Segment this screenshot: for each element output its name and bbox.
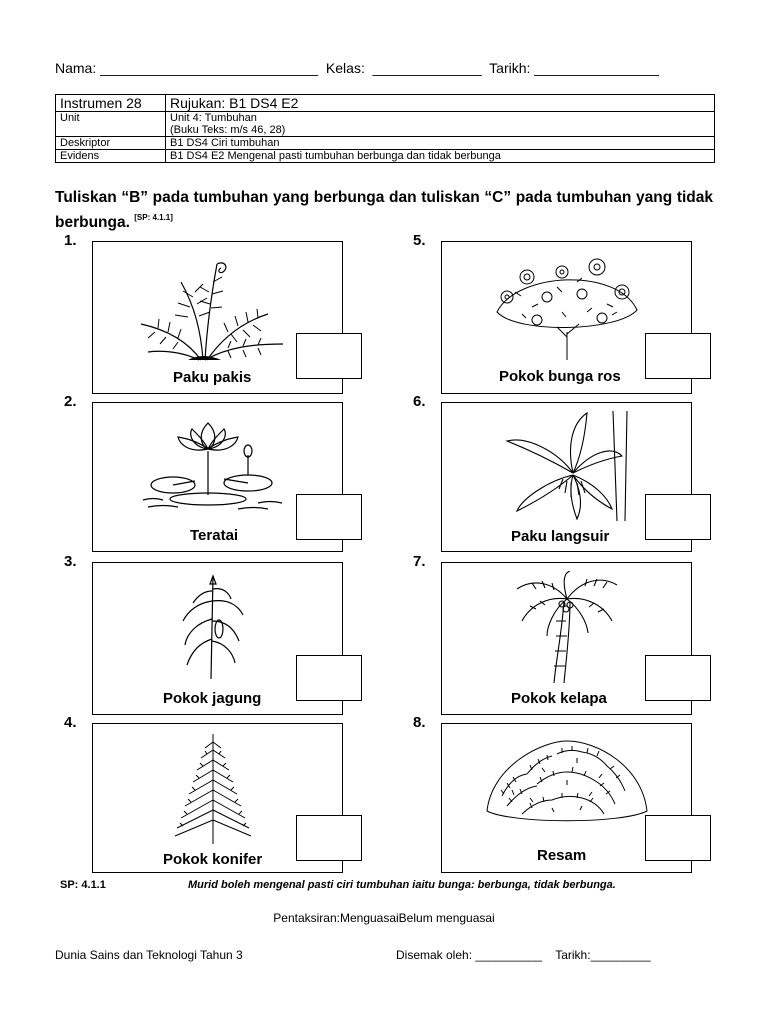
instrument-info-table bbox=[55, 94, 715, 163]
instruction-sp-ref: [SP: 4.1.1] bbox=[134, 213, 173, 222]
fern-plant-icon bbox=[133, 252, 293, 362]
plant-label: Pokok bunga ros bbox=[499, 368, 621, 385]
unit-value-cell bbox=[166, 112, 715, 137]
answer-box-1[interactable] bbox=[296, 333, 362, 379]
plant-label: Paku langsuir bbox=[511, 528, 610, 545]
answer-box-3[interactable] bbox=[296, 655, 362, 701]
item-number: 1. bbox=[64, 232, 77, 249]
kelas-field[interactable]: ______________ bbox=[372, 60, 482, 76]
answer-box-7[interactable] bbox=[645, 655, 711, 701]
unit-label-cell: Unit bbox=[56, 112, 166, 137]
item-number: 4. bbox=[64, 714, 77, 731]
deskriptor-label-cell: Deskriptor bbox=[56, 137, 166, 150]
birds-nest-fern-icon bbox=[497, 411, 637, 521]
item-number: 7. bbox=[413, 553, 426, 570]
tarikh-field[interactable]: ________________ bbox=[534, 60, 659, 76]
assessment-line: Pentaksiran:MenguasaiBelum menguasai bbox=[273, 911, 495, 925]
plant-label: Teratai bbox=[190, 527, 239, 544]
evidens-value-cell: B1 DS4 E2 Mengenal pasti tumbuhan berbunga dan tidak berbunga bbox=[166, 150, 715, 163]
sp-description: Murid boleh mengenal pasti ciri tumbuhan iaitu bunga: berbunga, tidak berbunga. bbox=[188, 879, 616, 891]
plant-label: Pokok kelapa bbox=[511, 690, 607, 707]
plant-label: Pokok jagung bbox=[163, 690, 262, 707]
plant-label: Resam bbox=[537, 847, 587, 864]
resam-fern-icon bbox=[482, 736, 652, 831]
student-info-line bbox=[55, 60, 659, 76]
evidens-label-cell: Evidens bbox=[56, 150, 166, 163]
plant-label: Pokok konifer bbox=[163, 851, 263, 868]
deskriptor-value-cell: B1 DS4 Ciri tumbuhan bbox=[166, 137, 715, 150]
instrumen-cell: Instrumen 28 bbox=[56, 95, 166, 112]
rujukan-cell: Rujukan: B1 DS4 E2 bbox=[166, 95, 715, 112]
item-number: 3. bbox=[64, 553, 77, 570]
unit-textbook-ref: (Buku Teks: m/s 46, 28) bbox=[170, 124, 286, 136]
instruction-body: Tuliskan “B” pada tumbuhan yang berbunga dan tuliskan “C” pada tumbuhan yang tidak berbunga. bbox=[55, 189, 713, 231]
checked-by-line: Disemak oleh: __________ Tarikh:_________ bbox=[396, 948, 651, 962]
unit-title: Unit 4: Tumbuhan bbox=[170, 112, 257, 124]
rose-bush-icon bbox=[487, 252, 647, 362]
answer-box-4[interactable] bbox=[296, 815, 362, 861]
item-number: 5. bbox=[413, 232, 426, 249]
plant-label: Paku pakis bbox=[173, 369, 252, 386]
nama-label: Nama: bbox=[55, 60, 97, 76]
coconut-tree-icon bbox=[512, 571, 622, 686]
nama-field[interactable]: ____________________________ bbox=[100, 60, 319, 76]
sp-code: SP: 4.1.1 bbox=[60, 879, 106, 891]
conifer-plant-icon bbox=[163, 732, 263, 847]
item-number: 6. bbox=[413, 393, 426, 410]
item-number: 2. bbox=[64, 393, 77, 410]
answer-box-2[interactable] bbox=[296, 494, 362, 540]
instruction-text bbox=[55, 188, 713, 233]
lotus-plant-icon bbox=[138, 415, 298, 515]
item-number: 8. bbox=[413, 714, 426, 731]
tarikh-label: Tarikh: bbox=[489, 60, 531, 76]
answer-box-8[interactable] bbox=[645, 815, 711, 861]
corn-plant-icon bbox=[173, 571, 253, 681]
kelas-label: Kelas: bbox=[325, 60, 365, 76]
answer-box-5[interactable] bbox=[645, 333, 711, 379]
answer-box-6[interactable] bbox=[645, 494, 711, 540]
book-title: Dunia Sains dan Teknologi Tahun 3 bbox=[55, 948, 243, 962]
